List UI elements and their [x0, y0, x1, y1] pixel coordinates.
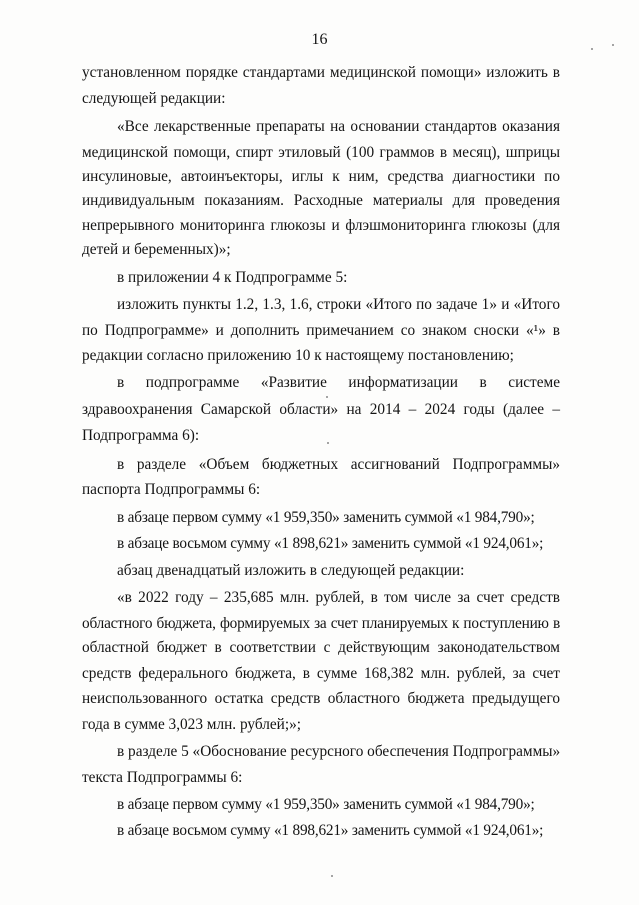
text-line: детей и беременных)»;	[82, 241, 231, 258]
text-line: текста Подпрограммы 6:	[82, 769, 243, 786]
text-line: индивидуальным показаниям. Расходные материалы для проведения	[82, 192, 560, 209]
text-line: в абзаце восьмом сумму «1 898,621» заменить суммой «1 924,061»;	[117, 535, 544, 552]
scan-speck	[326, 396, 328, 398]
text-line: в разделе «Объем бюджетных ассигнований Подпрограммы»	[117, 456, 560, 473]
page-number: 16	[311, 31, 328, 48]
text-line: инсулиновые, автоинъекторы, иглы к ним, средства диагностики по	[82, 168, 560, 185]
text-line: средств федерального бюджета, в сумме 168,382 млн. рублей, за счет	[82, 665, 560, 682]
text-line: в подпрограмме «Развитие информатизации в системе	[117, 374, 560, 391]
text-line: неиспользованного остатка средств областного бюджета предыдущего	[82, 690, 560, 707]
scan-speck	[612, 44, 614, 46]
text-line: по Подпрограмме» и дополнить примечанием со знаком сноски «¹» в	[82, 322, 560, 339]
text-line: областного бюджета, формируемых за счет планируемых к поступлению в	[82, 615, 560, 632]
text-line: «Все лекарственные препараты на основании стандартов оказания	[117, 118, 560, 135]
text-line: абзац двенадцатый изложить в следующей редакции:	[117, 562, 465, 579]
text-line: паспорта Подпрограммы 6:	[82, 481, 261, 498]
text-line: изложить пункты 1.2, 1.3, 1.6, строки «Итого по задаче 1» и «Итого	[117, 296, 560, 313]
text-line: в разделе 5 «Обоснование ресурсного обеспечения Подпрограммы»	[117, 743, 561, 760]
text-line: областной бюджет в соответствии с действующим законодательством	[82, 639, 560, 656]
text-line: непрерывного мониторинга глюкозы и флэшмониторинга глюкозы (для	[82, 217, 560, 234]
text-line: года в сумме 3,023 млн. рублей;»;	[82, 716, 301, 733]
text-line: редакции согласно приложению 10 к настоящему постановлению;	[82, 347, 514, 364]
text-line: Подпрограмма 6):	[82, 427, 200, 444]
text-line: в абзаце первом сумму «1 959,350» заменить суммой «1 984,790»;	[117, 796, 535, 813]
text-line: в абзаце первом сумму «1 959,350» заменить суммой «1 984,790»;	[117, 509, 535, 526]
text-line: медицинской помощи, спирт этиловый (100 граммов в месяц), шприцы	[82, 144, 560, 161]
text-line: в абзаце восьмом сумму «1 898,621» заменить суммой «1 924,061»;	[117, 822, 544, 839]
text-line: в приложении 4 к Подпрограмме 5:	[117, 269, 348, 286]
text-line: «в 2022 году – 235,685 млн. рублей, в том числе за счет средств	[117, 589, 560, 606]
scan-speck	[591, 48, 593, 50]
scan-speck	[331, 875, 333, 877]
text-line: здравоохранения Самарской области» на 2014 – 2024 годы (далее –	[82, 401, 560, 418]
text-line: установленном порядке стандартами медицинской помощи» изложить в	[82, 64, 560, 81]
scan-speck	[327, 442, 329, 444]
text-line: следующей редакции:	[82, 90, 226, 107]
